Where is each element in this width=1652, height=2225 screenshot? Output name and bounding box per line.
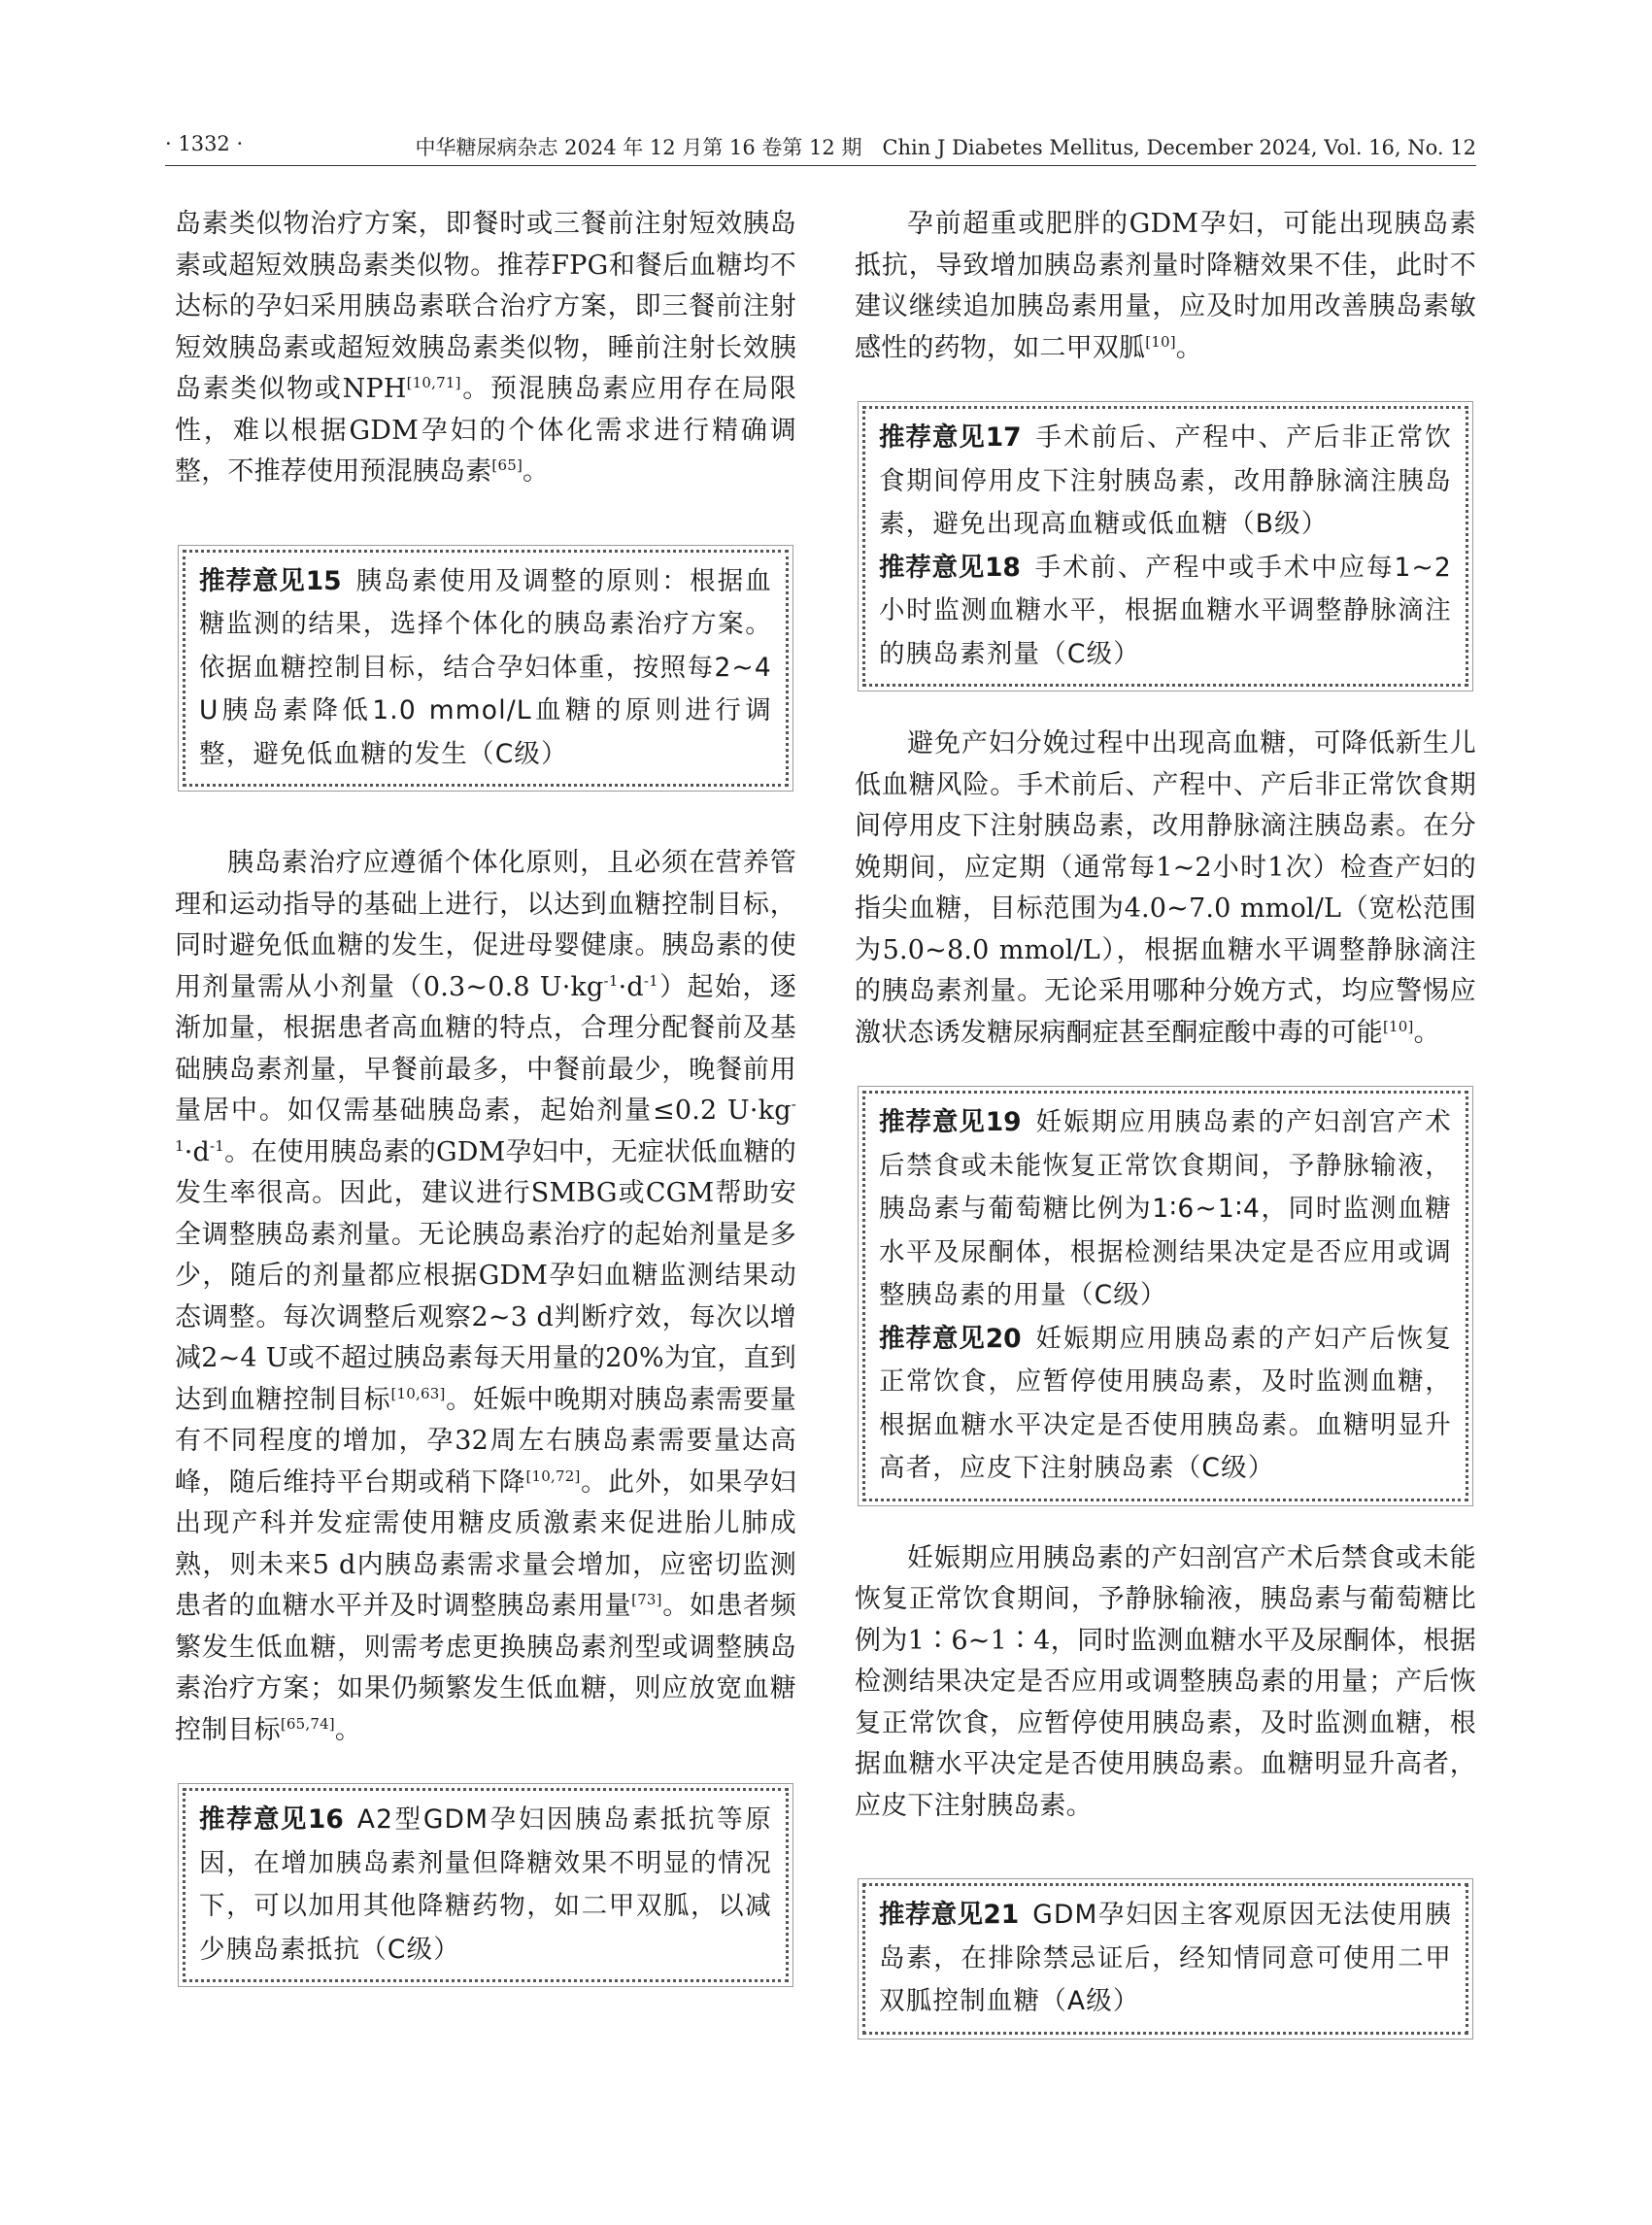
recommendation-label: 推荐意见16	[199, 1804, 344, 1835]
recommendation-16-box	[183, 1788, 789, 1982]
citation: [65,74]	[280, 1714, 335, 1733]
right-column	[855, 204, 1476, 2035]
running-header	[165, 132, 1476, 166]
page-number: · 1332 ·	[165, 132, 244, 155]
citation: [65]	[491, 456, 523, 474]
recommendation-text: A2型GDM孕妇因胰岛素抵抗等原因，在增加胰岛素剂量但降糖效果不明显的情况下，可以加用其他降糖药物，如二甲双胍，以减少胰岛素抵抗（C级）	[199, 1804, 772, 1965]
recommendation-19-20-box	[862, 1091, 1468, 1501]
recommendation-text: 妊娠期应用胰岛素的产妇产后恢复正常饮食，应暂停使用胰岛素，及时监测血糖，根据血糖水平决定是否使用胰岛素。血糖明显升高者，应皮下注射胰岛素（C级）	[879, 1323, 1452, 1483]
left-column	[175, 204, 796, 1982]
recommendation-text: 妊娠期应用胰岛素的产妇剖宫产术后禁食或未能恢复正常饮食期间，予静脉输液，胰岛素与葡萄糖比例为1∶6~1∶4，同时监测血糖水平及尿酮体，根据检测结果决定是否应用或调整胰岛素的用量（C级）	[879, 1107, 1452, 1310]
citation: [10,72]	[525, 1466, 581, 1485]
recommendation-label: 推荐意见15	[199, 565, 342, 596]
recommendation-21-box	[862, 1883, 1468, 2035]
paragraph-right-1: 孕前超重或肥胖的GDM孕妇，可能出现胰岛素抵抗，导致增加胰岛素剂量时降糖效果不佳，此时不建议继续追加胰岛素用量，应及时加用改善胰岛素敏感性的药物，如二甲双胍[10]。	[855, 209, 1476, 363]
paragraph-left-1: 岛素类似物治疗方案，即餐时或三餐前注射短效胰岛素或超短效胰岛素类似物。推荐FPG和餐后血糖均不达标的孕妇采用胰岛素联合治疗方案，即三餐前注射短效胰岛素或超短效胰岛素类似物，睡前注射长效胰岛素类似物或NPH[10,71]。预混胰岛素应用存在局限性，难以根据GDM孕妇的个体化需求进行精确调整，不推荐使用预混胰岛素[65]。	[175, 209, 796, 487]
citation: [10]	[1383, 1017, 1414, 1035]
recommendation-17-18-box	[862, 406, 1468, 687]
paragraph-right-3: 妊娠期应用胰岛素的产妇剖宫产术后禁食或未能恢复正常饮食期间，予静脉输液，胰岛素与葡萄糖比例为1∶6~1∶4，同时监测血糖水平及尿酮体，根据检测结果决定是否应用或调整胰岛素的用量；产后恢复正常饮食，应暂停使用胰岛素，及时监测血糖，根据血糖水平决定是否使用胰岛素。血糖明显升高者，应皮下注射胰岛素。	[855, 1542, 1476, 1821]
recommendation-text: 手术前、产程中或手术中应每1~2小时监测血糖水平，根据血糖水平调整静脉滴注的胰岛素剂量（C级）	[879, 552, 1452, 669]
citation: [10,71]	[406, 374, 461, 391]
journal-citation: 中华糖尿病杂志 2024 年 12 月第 16 卷第 12 期 Chin J Diabetes Mellitus, December 2024, Vol. 16, No. 12	[415, 136, 1476, 159]
recommendation-text: 手术前后、产程中、产后非正常饮食期间停用皮下注射胰岛素，改用静脉滴注胰岛素，避免出现高血糖或低血糖（B级）	[879, 422, 1452, 539]
citation: [10,63]	[390, 1384, 446, 1402]
recommendation-15-box	[183, 550, 789, 788]
recommendation-label: 推荐意见17	[879, 422, 1022, 453]
recommendation-text: 胰岛素使用及调整的原则：根据血糖监测的结果，选择个体化的胰岛素治疗方案。依据血糖控制目标，结合孕妇体重，按照每2~4 U胰岛素降低1.0 mmol/L血糖的原则进行调整，避免低血糖的发生（C级）	[199, 565, 772, 769]
citation: [10]	[1145, 332, 1176, 351]
recommendation-label: 推荐意见20	[879, 1323, 1022, 1354]
recommendation-label: 推荐意见21	[879, 1900, 1020, 1930]
paragraph-left-2: 胰岛素治疗应遵循个体化原则，且必须在营养管理和运动指导的基础上进行，以达到血糖控制目标，同时避免低血糖的发生，促进母婴健康。胰岛素的使用剂量需从小剂量（0.3~0.8 $U\cdot kg^{-1}\cdot d^{-1}$）起始，逐渐加量，根据患者高血糖的特点，合理分配餐前及基础胰岛素剂量，早餐前最多，中餐前最少，晚餐前用量居中。如仅需基础胰岛素，起始剂量≤0.2 $U\cdot kg^{-1}\cdot d^{-1}$。在使用胰岛素的GDM孕妇中，无症状低血糖的发生率很高。因此，建议进行SMBG或CGM帮助安全调整胰岛素剂量。无论胰岛素治疗的起始剂量是多少，随后的剂量都应根据GDM孕妇血糖监测结果动态调整。每次调整后观察2~3 d判断疗效，每次以增减2~4 U或不超过胰岛素每天用量的20%为宜，直到达到血糖控制目标[10,63]。妊娠中晚期对胰岛素需要量有不同程度的增加，孕32周左右胰岛素需要量达高峰，随后维持平台期或稍下降[10,72]。此外，如果孕妇出现产科并发症需使用糖皮质激素来促进胎儿肺成熟，则未来5 d内胰岛素需求量会增加，应密切监测患者的血糖水平并及时调整胰岛素用量[73]。如患者频繁发生低血糖，则需考虑更换胰岛素剂型或调整胰岛素治疗方案；如果仍频繁发生低血糖，则应放宽血糖控制目标[65,74]。	[175, 848, 797, 1745]
citation: [73]	[631, 1591, 662, 1608]
recommendation-label: 推荐意见18	[879, 552, 1021, 583]
recommendation-text: GDM孕妇因主客观原因无法使用胰岛素，在排除禁忌证后，经知情同意可使用二甲双胍控制血糖（A级）	[879, 1900, 1452, 2016]
paragraph-right-2: 避免产妇分娩过程中出现高血糖，可降低新生儿低血糖风险。手术前后、产程中、产后非正常饮食期间停用皮下注射胰岛素，改用静脉滴注胰岛素。在分娩期间，应定期（通常每1~2小时1次）检查产妇的指尖血糖，目标范围为4.0~7.0 mmol/L（宽松范围为5.0~8.0 mmol/L），根据血糖水平调整静脉滴注的胰岛素剂量。无论采用哪种分娩方式，均应警惕应激状态诱发糖尿病酮症甚至酮症酸中毒的可能[10]。	[855, 728, 1476, 1048]
recommendation-label: 推荐意见19	[879, 1107, 1022, 1137]
